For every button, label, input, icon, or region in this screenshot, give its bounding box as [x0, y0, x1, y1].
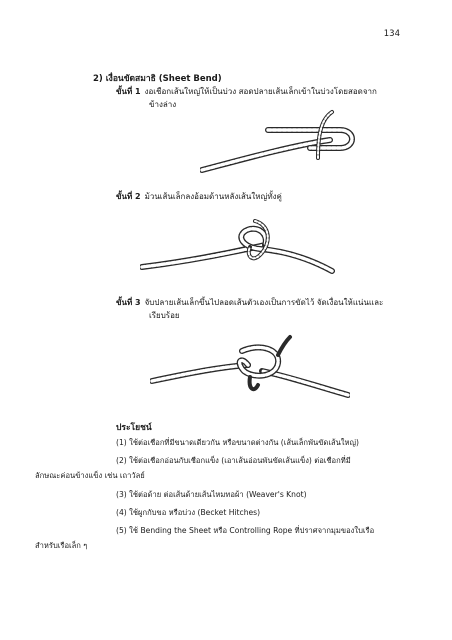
step-3-label: ขั้นที่ 3 [116, 298, 141, 307]
benefit-2: (2) ใช้ต่อเชือกอ่อนกับเชือกแข็ง (เอาเส้นอ่อนพันขัดเส้นแข็ง) ต่อเชือกที่มี [116, 456, 351, 465]
section-heading: 2) เงื่อนขัดสมาธิ (Sheet Bend) [93, 74, 222, 84]
page-number: 134 [383, 29, 400, 39]
step-1-label: ขั้นที่ 1 [116, 87, 141, 96]
benefit-1: (1) ใช้ต่อเชือกที่มีขนาดเดียวกัน หรือขนาดต่างกัน (เส้นเล็กพันขัดเส้นใหญ่) [116, 438, 359, 447]
knot-figure-step-3 [150, 333, 350, 408]
benefits-title: ประโยชน์ [116, 423, 152, 433]
benefit-4: (4) ใช้ผูกกับขอ หรือบ่วง (Becket Hitches) [116, 508, 261, 517]
step-3 [116, 296, 383, 322]
benefit-5: (5) ใช้ Bending the Sheet หรือ Controlling Rope ที่ปราศจากมุมของใบเรือ [116, 526, 375, 535]
step-2 [116, 190, 282, 203]
knot-figure-step-2 [140, 215, 335, 277]
step-1-continuation: ข้างล่าง [149, 100, 177, 109]
benefit-3: (3) ใช้ต่อด้าย ต่อเส้นด้ายเส้นไหมทอผ้า (Weaver's Knot) [116, 490, 307, 499]
step-3-text: จับปลายเส้นเล็กขึ้นไปลอดเส้นตัวเองเป็นการขัดไว้ จัดเงื่อนให้แน่นและ [144, 298, 384, 307]
step-2-label: ขั้นที่ 2 [116, 192, 141, 201]
knot-figure-step-1 [200, 108, 360, 178]
step-1-text: งอเชือกเส้นใหญ่ให้เป็นบ่วง สอดปลายเส้นเล็กเข้าในบ่วงโดยสอดจาก [144, 87, 377, 96]
benefit-2-continuation: ลักษณะค่อนข้างแข็ง เช่น เถาวัลย์ [35, 471, 145, 480]
step-2-text: ม้วนเส้นเล็กลงอ้อมด้านหลังเส้นใหญ่ทั้งคู่ [144, 192, 282, 201]
step-3-continuation: เรียบร้อย [149, 311, 180, 320]
benefit-5-continuation: สำหรับเรือเล็ก ๆ [35, 541, 88, 550]
